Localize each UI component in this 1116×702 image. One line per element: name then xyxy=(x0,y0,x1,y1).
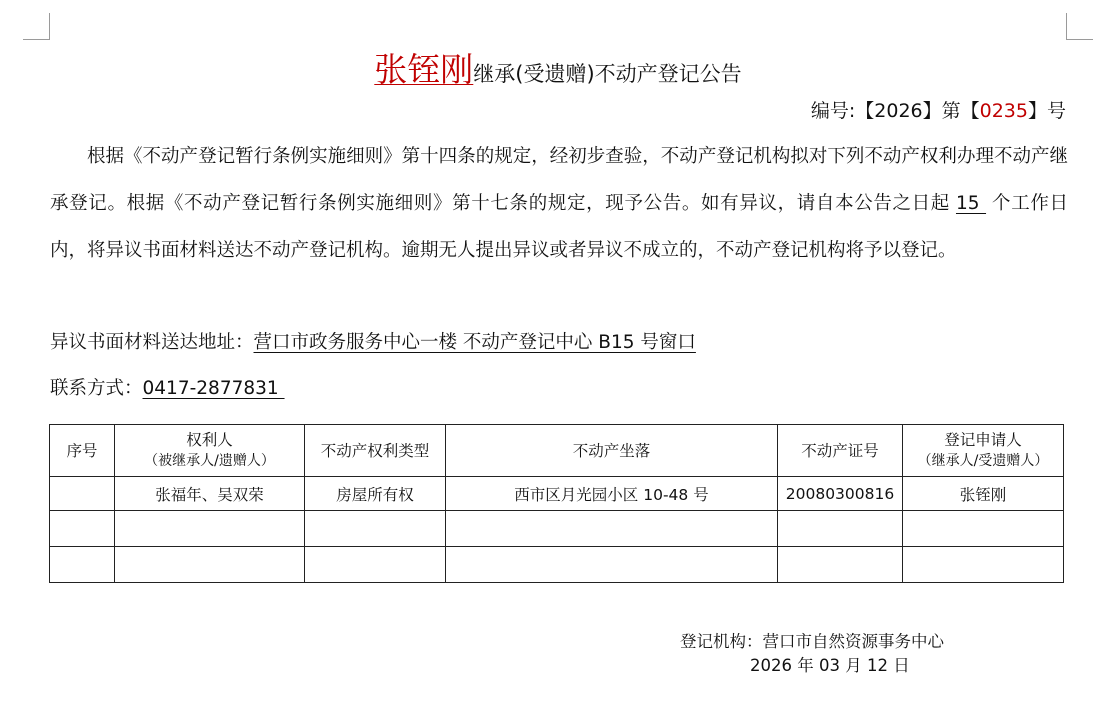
cell-location: 西市区月光园小区 10-48 号 xyxy=(446,477,778,511)
cell-right-type: 房屋所有权 xyxy=(305,477,446,511)
serial-number xyxy=(811,96,1066,123)
cell-holder xyxy=(115,547,305,583)
table-row xyxy=(50,547,1064,583)
header-holder-label: 权利人 xyxy=(186,431,233,449)
notice-body xyxy=(50,133,1068,274)
cell-holder: 张福年、吴双荣 xyxy=(115,477,305,511)
table-row xyxy=(50,477,1064,511)
header-location: 不动产坐落 xyxy=(446,425,778,477)
cell-applicant: 张铚刚 xyxy=(903,477,1064,511)
header-applicant-label: 登记申请人 xyxy=(944,431,1022,449)
header-cert-no: 不动产证号 xyxy=(778,425,903,477)
serial-value: 0235 xyxy=(979,100,1028,122)
registration-table xyxy=(49,424,1064,583)
body-part-2: 个工作日内，将异议书面材料送达不动产登记机构。逾期无人提出异议或者异议不成立的，不动产登记机构将予以登记。 xyxy=(50,193,1068,261)
address-value: 营口市政务服务中心一楼 不动产登记中心 B15 号窗口 xyxy=(253,332,696,353)
notice-date: 2026 年 03 月 12 日 xyxy=(750,656,910,675)
signature-block xyxy=(680,630,944,678)
notice-title xyxy=(0,44,1116,91)
applicant-name-title: 张铚刚 xyxy=(374,50,474,89)
cell-right-type xyxy=(305,547,446,583)
cell-location xyxy=(446,547,778,583)
header-applicant xyxy=(903,425,1064,477)
header-applicant-sub: （继承人/受遗赠人） xyxy=(917,453,1049,469)
cell-cert-no xyxy=(778,547,903,583)
table-header-row xyxy=(50,425,1064,477)
cell-right-type xyxy=(305,511,446,547)
cell-cert-no: 20080300816 xyxy=(778,477,903,511)
cell-applicant xyxy=(903,547,1064,583)
cell-seq xyxy=(50,547,115,583)
cell-cert-no xyxy=(778,511,903,547)
title-text: 继承(受遗赠)不动产登记公告 xyxy=(473,62,742,86)
header-right-type: 不动产权利类型 xyxy=(305,425,446,477)
contact-label: 联系方式： xyxy=(50,378,143,399)
header-holder xyxy=(115,425,305,477)
objection-days: 15 xyxy=(955,193,987,214)
cell-seq xyxy=(50,511,115,547)
objection-address xyxy=(50,328,696,354)
header-seq: 序号 xyxy=(50,425,115,477)
cell-location xyxy=(446,511,778,547)
serial-suffix: 】号 xyxy=(1027,100,1066,122)
crop-mark-top-right xyxy=(1066,13,1093,40)
body-part-1: 根据《不动产登记暂行条例实施细则》第十四条的规定，经初步查验，不动产登记机构拟对下列不动产权利办理不动产继承登记。根据《不动产登记暂行条例实施细则》第十七条的规定，现予公告。如有异议，请自本公告之日起 xyxy=(50,146,1068,214)
address-label: 异议书面材料送达地址： xyxy=(50,332,254,353)
crop-mark-top-left xyxy=(23,13,50,40)
cell-holder xyxy=(115,511,305,547)
serial-prefix: 编号:【2026】第【 xyxy=(810,100,980,122)
header-holder-sub: （被继承人/遗赠人） xyxy=(144,453,275,469)
cell-seq xyxy=(50,477,115,511)
contact-phone: 0417-2877831 xyxy=(142,378,285,399)
contact-info xyxy=(50,374,285,400)
table-row xyxy=(50,511,1064,547)
cell-applicant xyxy=(903,511,1064,547)
registration-org: 登记机构：营口市自然资源事务中心 xyxy=(680,632,944,651)
